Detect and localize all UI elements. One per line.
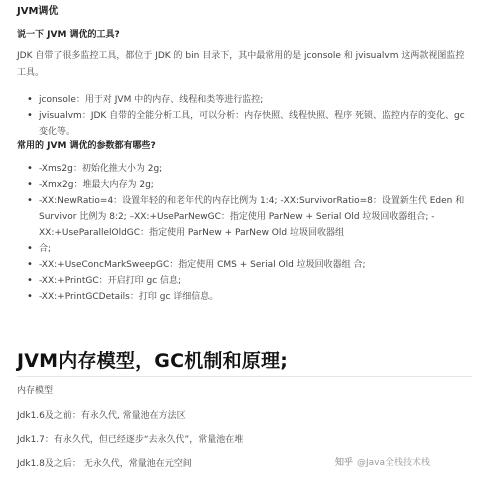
- section-divider: [17, 376, 472, 377]
- watermark: [335, 455, 430, 468]
- parameter-bullet-item: • 合;: [27, 241, 467, 257]
- parameter-bullet-item: • -XX:+PrintGC：开启打印 gc 信息;: [27, 273, 467, 289]
- section-question-parameters: 常用的 JVM 调优的参数都有哪些?: [17, 141, 156, 151]
- memory-model-line: Jdk1.7：有永久代，但已经逐步“去永久代”，常量池在堆: [17, 435, 244, 445]
- parameter-bullet-item: • -Xmx2g：堆最大内存为 2g;: [27, 177, 467, 193]
- section-intro-paragraph: JDK 自带了很多监控工具，都位于 JDK 的 bin 目录下，其中最常用的是 jconsole 和 jvisualvm 这两款视图监控工具。: [17, 51, 465, 78]
- page-title: JVM调优: [17, 6, 59, 17]
- watermark-text: @Java全栈技术栈: [357, 458, 431, 468]
- zhihu-watermark-logo: 知乎: [335, 458, 354, 468]
- tools-bullet-item: • jconsole：用于对 JVM 中的内存、线程和类等进行监控;: [27, 92, 467, 108]
- parameters-bullet-list: [27, 161, 467, 305]
- tools-bullet-list: [27, 92, 467, 140]
- parameter-bullet-item: • -XX:+UseConcMarkSweepGC：指定使用 CMS + Serial Old 垃圾回收器组 合;: [27, 257, 467, 273]
- parameter-bullet-item: • -XX:+PrintGCDetails：打印 gc 详细信息。: [27, 289, 467, 305]
- parameter-bullet-item: • -XX:NewRatio=4：设置年轻的和老年代的内存比例为 1:4; -XX:SurvivorRatio=8：设置新生代 Eden 和 Survivor 比例为 8:2; –XX:+UseParNewGC：指定使用 ParNew + Serial Old 垃圾回收器组合; -XX:+UseParallelOldGC：指定使用 ParNew + ParNew Old 垃圾回收器组: [27, 193, 467, 241]
- parameter-bullet-item: • -Xms2g：初始化推大小为 2g;: [27, 161, 467, 177]
- memory-model-line: Jdk1.8及之后： 无永久代，常量池在元空间: [17, 459, 192, 469]
- memory-model-heading: 内存模型: [17, 386, 54, 396]
- tools-bullet-item: • jvisualvm：JDK 自带的全能分析工具，可以分析：内存快照、线程快照、程序 死锁、监控内存的变化、gc 变化等。: [27, 108, 467, 140]
- section-title-memory-model: JVM内存模型，GC机制和原理;: [17, 350, 289, 372]
- section-question-tools: 说一下 JVM 调优的工具?: [17, 30, 120, 40]
- memory-model-line: Jdk1.6及之前：有永久代, 常量池在方法区: [17, 411, 186, 421]
